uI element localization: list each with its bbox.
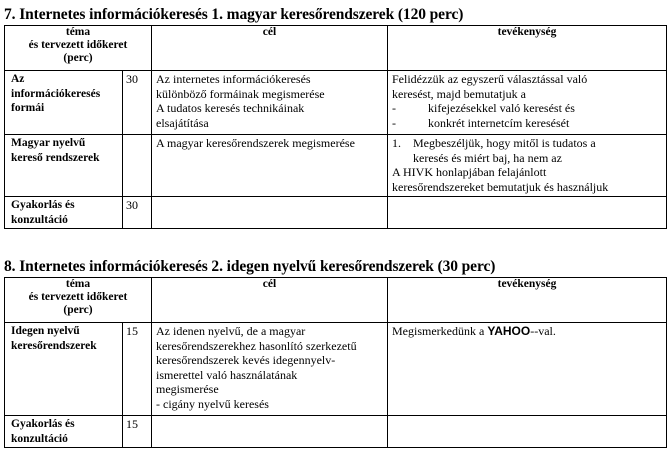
row-topic: Magyar nyelvű kereső rendszerek (5, 135, 123, 197)
header-goal: cél (152, 278, 388, 323)
row-time: 15 (123, 323, 152, 416)
dash-bullet: - (392, 115, 396, 130)
list-item: - konkrét internetcím keresését (392, 115, 570, 130)
table-header-row (5, 278, 667, 323)
section-1-title: 7. Internetes információkeresés 1. magyar keresőrendszerek (120 perc) (4, 6, 464, 23)
section-1-table (4, 25, 667, 229)
table-row (5, 71, 667, 135)
header-activity: tevékenység (388, 26, 667, 71)
row-goal: Az internetes információkeresés különböző formáinak megismerése A tudatos keresés technikáinak elsajátítása (152, 71, 388, 135)
row-goal (152, 197, 388, 229)
row-time: 30 (123, 71, 152, 135)
row-activity: Megismerkedünk a YAHOO--val. (388, 323, 667, 416)
dash-bullet: - (392, 101, 396, 115)
section-2-title: 8. Internetes információkeresés 2. idegen nyelvű keresőrendszerek (30 perc) (4, 258, 496, 275)
row-goal (152, 416, 388, 448)
row-topic: Gyakorlás és konzultáció (5, 197, 123, 229)
row-topic: Gyakorlás és konzultáció (5, 416, 123, 448)
table-row (5, 416, 667, 448)
row-goal: Az idenen nyelvű, de a magyar keresőrendszerekhez hasonlító szerkezetű keresőrendszerek kevés idegennyelv- ismerettel való használatának megismerése - cigány nyelvű keresés (152, 323, 388, 416)
row-time: 15 (123, 416, 152, 448)
header-topic: téma és tervezett időkeret (perc) (5, 26, 152, 71)
table-row (5, 135, 667, 197)
header-topic: téma és tervezett időkeret (perc) (5, 278, 152, 323)
table-header-row (5, 26, 667, 71)
row-time: 30 (123, 197, 152, 229)
header-goal: cél (152, 26, 388, 71)
list-item: 1. Megbeszéljük, hogy mitől is tudatos a (392, 136, 596, 150)
row-activity: 1. Megbeszéljük, hogy mitől is tudatos a keresés és miért baj, ha nem az A HIVK honlapjában felajánlott keresőrendszereket bemutatjuk és használjuk (388, 135, 667, 197)
row-goal: A magyar keresőrendszerek megismerése (152, 135, 388, 197)
row-topic: Az információkeresés formái (5, 71, 123, 135)
header-activity: tevékenység (388, 278, 667, 323)
row-activity: Felidézzük az egyszerű választással való keresést, majd bemutatjuk a - kifejezésekkel való keresést és - konkrét internetcím keresését (388, 71, 667, 135)
row-activity (388, 416, 667, 448)
table-row (5, 197, 667, 229)
section-2-table (4, 277, 667, 448)
row-topic: Idegen nyelvű keresőrendszerek (5, 323, 123, 416)
table-row (5, 323, 667, 416)
row-time (123, 135, 152, 197)
list-item: - kifejezésekkel való keresést és (392, 101, 575, 115)
row-activity (388, 197, 667, 229)
yahoo-brand: YAHOO (487, 324, 531, 338)
